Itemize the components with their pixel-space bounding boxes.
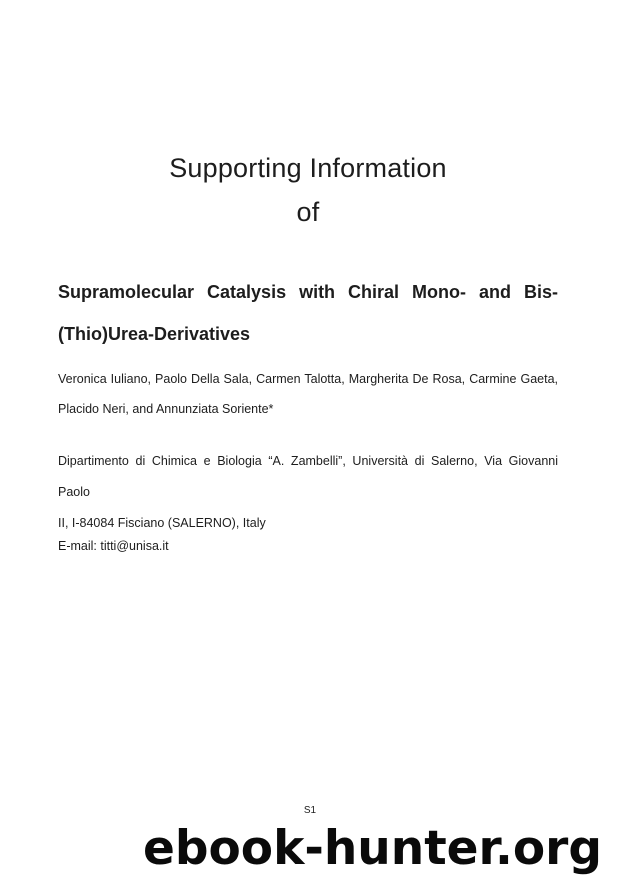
author-list-line-1: Veronica Iuliano, Paolo Della Sala, Carmen Talotta, Margherita De Rosa, Carmine Gaeta, (58, 372, 558, 386)
author-list (58, 364, 558, 424)
heading-line-1: Supporting Information (169, 153, 447, 183)
page-number: S1 (303, 805, 317, 816)
heading-line-2: of (296, 197, 320, 227)
article-title-line-2: (Thio)Urea-Derivatives (58, 324, 251, 344)
author-list-line-2: Placido Neri, and Annunziata Soriente* (58, 402, 274, 416)
affiliation (58, 446, 558, 539)
ebook-hunter-watermark: ebook-hunter.org (142, 821, 602, 877)
supporting-information-heading (58, 146, 558, 234)
article-title-line-1: Supramolecular Catalysis with Chiral Mono- and Bis- (58, 282, 558, 302)
contact-email: E-mail: titti@unisa.it (58, 539, 169, 553)
affiliation-line-2: II, I-84084 Fisciano (SALERNO), Italy (58, 516, 266, 530)
article-title (58, 271, 558, 355)
affiliation-line-1: Dipartimento di Chimica e Biologia “A. Zambelli”, Università di Salerno, Via Giovanni Paolo (58, 454, 558, 499)
